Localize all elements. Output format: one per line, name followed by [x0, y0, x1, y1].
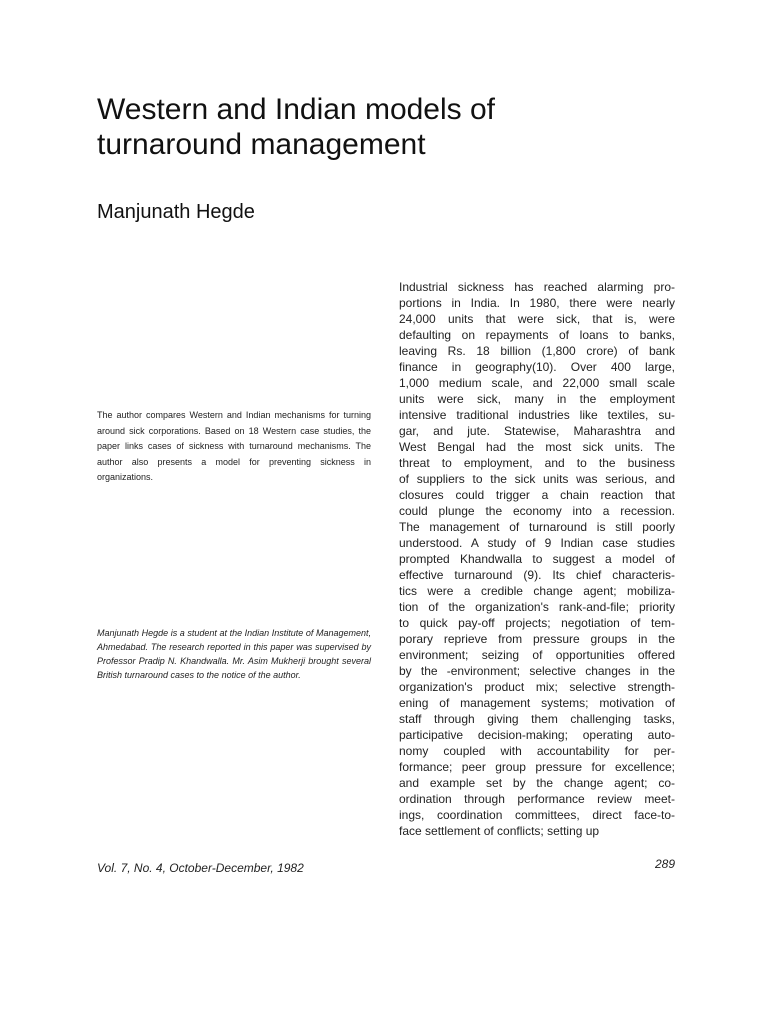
body-line: West Bengal had the most sick units. The	[399, 440, 675, 454]
body-line: effective turnaround (9). Its chief characteris-	[399, 568, 675, 582]
body-line: ordination through performance review meet-	[399, 792, 675, 806]
body-line: formance; peer group pressure for excellence;	[399, 760, 675, 774]
body-line: understood. A study of 9 Indian case studies	[399, 536, 675, 550]
issue-citation: Vol. 7, No. 4, October-December, 1982	[97, 861, 304, 875]
body-text-column	[399, 279, 675, 839]
body-line: Industrial sickness has reached alarming pro-	[399, 280, 675, 294]
body-line: of suppliers to the sick units was serious, and	[399, 472, 675, 486]
body-line: by the -environment; selective changes in the	[399, 664, 675, 678]
body-line: 24,000 units that were sick, that is, were	[399, 312, 675, 326]
body-line: ening of management systems; motivation of	[399, 696, 675, 710]
page-number: 289	[654, 857, 675, 871]
body-line: environment; seizing of opportunities offered	[399, 648, 675, 662]
body-line: gar, and jute. Statewise, Maharashtra and	[399, 424, 675, 438]
body-line: units were sick, many in the employment	[399, 392, 675, 406]
body-line: and example set by the change agent; co-	[399, 776, 675, 790]
title-line-2: turnaround management	[97, 128, 426, 161]
body-line: ings, coordination committees, direct face-to-	[399, 808, 675, 822]
body-line: face settlement of conflicts; setting up	[399, 824, 600, 838]
body-line: prompted Khandwalla to suggest a model of	[399, 552, 675, 566]
body-line: The management of turnaround is still poorly	[399, 520, 675, 534]
body-line: intensive traditional industries like textiles, su-	[399, 408, 675, 422]
body-line: portions in India. In 1980, there were nearly	[399, 296, 675, 310]
body-line: finance in geography(10). Over 400 large,	[399, 360, 675, 374]
body-line: could plunge the economy into a recession.	[399, 504, 675, 518]
body-line: defaulting on repayments of loans to banks,	[399, 328, 675, 342]
title-line-1: Western and Indian models of	[97, 93, 496, 126]
author-note: Manjunath Hegde is a student at the Indian Institute of Management, Ahmedabad. The research reported in this paper was supervised by Professor Pradip N. Khandwalla. Mr. Asim Mukherji brought several British turnaround cases to the notice of the author.	[97, 628, 371, 680]
author-name: Manjunath Hegde	[97, 201, 255, 223]
body-line: nomy coupled with accountability for per-	[399, 744, 675, 758]
body-line: to quick pay-off projects; negotiation of tem-	[399, 616, 675, 630]
body-line: staff through giving them challenging tasks,	[399, 712, 675, 726]
body-line: porary reprieve from pressure groups in the	[399, 632, 675, 646]
body-line: tics were a credible change agent; mobiliza-	[399, 584, 675, 598]
body-line: leaving Rs. 18 billion (1,800 crore) of bank	[399, 344, 675, 358]
body-line: tion of the organization's rank-and-file; priority	[399, 600, 675, 614]
article-title	[97, 92, 657, 162]
abstract: The author compares Western and Indian mechanisms for turning around sick corporations. Based on 18 Western case studies, the paper links cases of sickness with turnaround mechanisms. The author also presents a model for preventing sickness in organizations.	[97, 410, 371, 482]
body-line: organization's product mix; selective strength-	[399, 680, 675, 694]
body-line: participative decision-making; operating auto-	[399, 728, 675, 742]
body-line: threat to employment, and to the business	[399, 456, 675, 470]
body-line: 1,000 medium scale, and 22,000 small scale	[399, 376, 675, 390]
body-line: closures could trigger a chain reaction that	[399, 488, 675, 502]
